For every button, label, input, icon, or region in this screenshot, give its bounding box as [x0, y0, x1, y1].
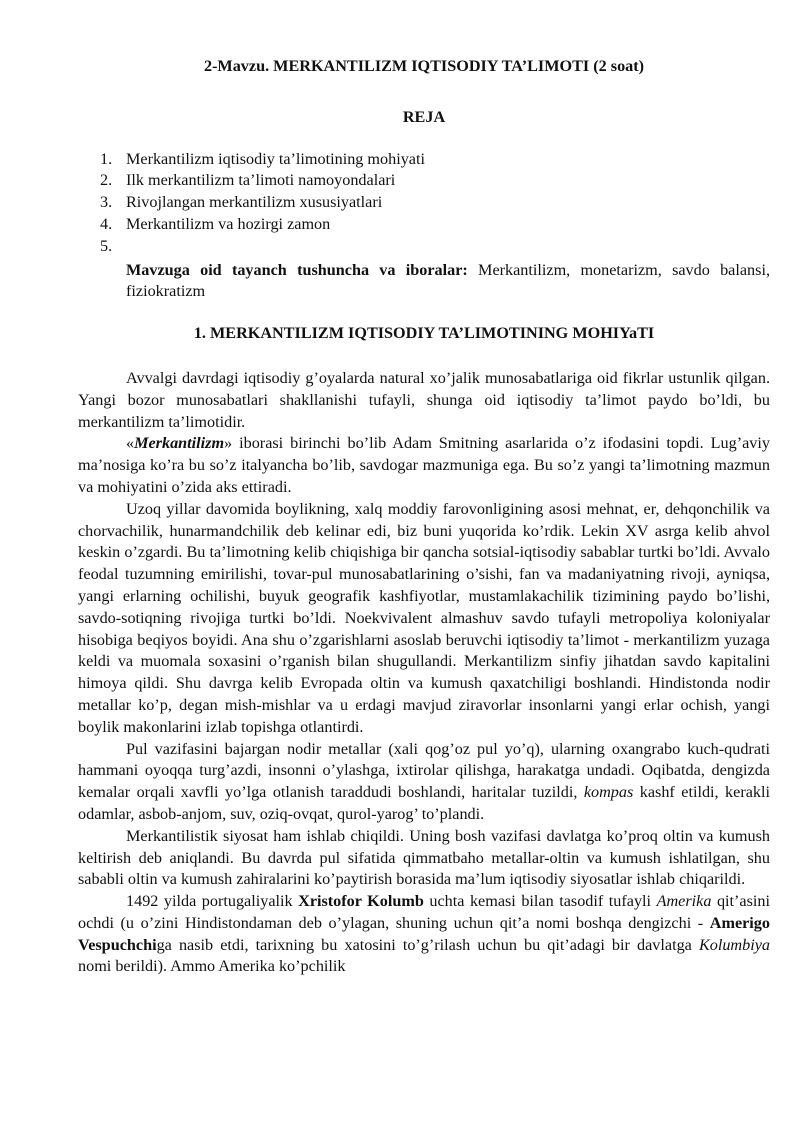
keywords-label: Mavzuga oid tayanch tushuncha va iboralar: [126, 260, 468, 279]
paragraph-text: ga nasib etdi, tarixning bu xatosini to’g’rilash uchun bu qit’adagi bir davlatga [156, 935, 699, 954]
paragraph-text: 1492 yilda portugaliyalik [126, 892, 299, 911]
place-name: Amerika [656, 892, 712, 911]
term-emphasis: Merkantilizm [134, 434, 225, 453]
paragraph-text: Avvalgi davrdagi iqtisodiy g’oyalarda natural xo’jalik munosabatlariga oid fikrlar ustunlik qilgan. Yangi bozor munosabatlari shakllanishi tufayli, shunga oid iqtisodiy ta’limot paydo bo’ldi, bu merkantilizm ta’limotidir. [78, 368, 770, 431]
paragraph [78, 739, 770, 826]
plan-item-text: Merkantilizm iqtisodiy ta’limotining mohiyati [126, 149, 425, 168]
plan-item-text: Ilk merkantilizm ta’limoti namoyondalari [126, 171, 396, 190]
paragraph [78, 368, 770, 433]
keywords-text: Merkantilizm, monetarizm, savdo balansi, fiziokratizm [126, 260, 770, 301]
plan-item-text: Rivojlangan merkantilizm xususiyatlari [126, 193, 383, 212]
document-title: 2-Mavzu. MERKANTILIZM IQTISODIY TA’LIMOTI (2 soat) [203, 57, 645, 75]
plan-heading: REJA [402, 107, 446, 126]
plan-list [78, 149, 770, 258]
paragraph-text: nomi berildi). Ammo Amerika ko’pchilik [78, 957, 346, 976]
body-text [78, 368, 770, 978]
document-page [78, 56, 770, 978]
paragraph-text: uchta kemasi bilan tasodif tufayli [423, 892, 657, 911]
plan-item-text: Merkantilizm va hozirgi zamon [126, 214, 331, 233]
paragraph-text: » iborasi birinchi bo’lib Adam Smitning asarlarida o’z ifodasini topdi. Lug’aviy ma’nosiga ko’ra bu so’z italyancha bo’lib, savdogar mazmuniga ega. Bu so’z yangi ta’limotning mazmun va mohiyatini o’zida aks ettiradi. [78, 434, 770, 496]
paragraph [78, 433, 770, 498]
term-emphasis: kompas [583, 783, 634, 802]
quote-open: « [126, 434, 135, 453]
paragraph [78, 499, 770, 739]
plan-item-number: 3. [100, 193, 113, 212]
paragraph [78, 826, 770, 891]
person-name: Amerigo Vespuchchi [78, 913, 770, 954]
paragraph-text: Pul vazifasini bajargan nodir metallar (xali qog’oz pul yo’q), ularning oxangrabo kuch-qudrati hammani oyoqqa turg’azdi, insonni o’ylashga, ixtirolar qilishga, harakatga undadi. Oqibatda, dengizda kemalar orqali xavfli yo’lga otlanish taraddudi boshlandi, haritalar tuzildi, [78, 739, 770, 802]
section-title: 1. MERKANTILIZM IQTISODIY TA’LIMOTINING MOHIYaTI [193, 324, 655, 343]
plan-item [78, 170, 770, 192]
plan-item-number: 2. [100, 171, 113, 190]
plan-item [78, 149, 770, 171]
plan-item [78, 236, 770, 258]
keywords-block [126, 260, 770, 304]
plan-item-number: 4. [100, 214, 113, 233]
paragraph-text: kashf etildi, kerakli odamlar, asbob-anjom, suv, oziq-ovqat, qurol-yarog’ to’plandi. [78, 783, 770, 823]
plan-item-number: 1. [100, 149, 113, 168]
paragraph-text: qit’asini ochdi (u o’zini Hindistondaman deb o’ylagan, shuning uchun qit’a nomi boshqa dengizchi - [78, 892, 770, 932]
place-name: Kolumbiya [698, 935, 770, 954]
person-name: Xristofor Kolumb [298, 892, 424, 911]
paragraph-text: Uzoq yillar davomida boylikning, xalq moddiy farovonligining asosi mehnat, er, dehqonchilik va chorvachilik, hunarmandchilik deb kelinar edi, biz buni yuqorida ko’rdik. Lekin XV asrga kelib ahvol keskin o’zgardi. Bu ta’limotning kelib chiqishiga bir qancha sotsial-iqtisodiy sabablar turtki bo’ldi. Avvalo feodal tuzumning emirilishi, tovar-pul munosabatlarining o’sishi, fan va madaniyatning rivoji, ayniqsa, yangi erlarning ochilishi, buyuk geografik kashfiyotlar, mustamlakachilik tizimining paydo bo’lishi, savdo-sotiqning rivojiga turtki bo’ldi. Noekvivalent almashuv savdo tufayli metropoliya koloniyalar hisobiga beqiyos boyidi. Ana shu o’zgarishlarni asoslab beruvchi iqtisodiy ta’limot - merkantilizm yuzaga keldi va muomala soxasini o’rganish bilan shugullandi. Merkantilizm sinfiy jihatdan savdo kapitalini himoya qildi. Shu davrga kelib Evropada oltin va kumush qaxatchiligi boshlandi. Hindistonda nodir metallar ko’p, degan mish-mishlar va u erdagi mavjud ziravorlar insonlarni yangi erlar ochish, yangi boylik makonlarini izlab topishga otlantirdi. [78, 499, 770, 736]
paragraph-text: Merkantilistik siyosat ham ishlab chiqildi. Uning bosh vazifasi davlatga ko’proq oltin va kumush keltirish deb aniqlandi. Bu davrda pul sifatida qimmatbaho metallar-oltin va kumush ishlatilgan, shu sababli oltin va kumush zahiralarini ko’paytirish borasida ma’lum iqtisodiy siyosatlar ishlab chiqarildi. [78, 826, 770, 889]
plan-item-number: 5. [100, 236, 113, 255]
plan-item [78, 192, 770, 214]
plan-item [78, 214, 770, 236]
paragraph [78, 891, 770, 978]
